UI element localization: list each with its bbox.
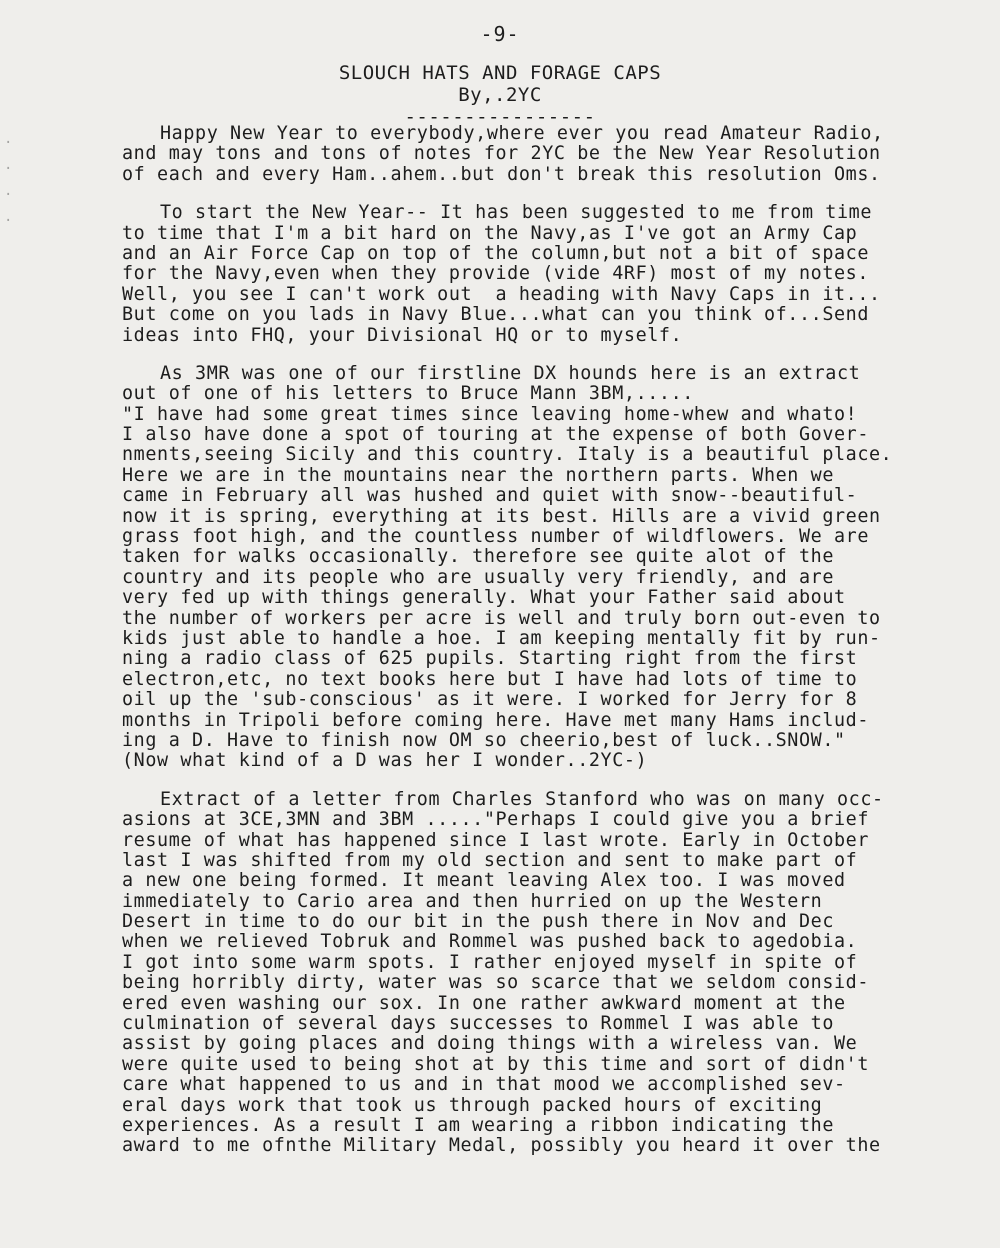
text-line: kids just able to handle a hoe. I am keeping mentally fit by run- [122, 627, 881, 649]
text-line: ideas into FHQ, your Divisional HQ or to myself. [122, 324, 683, 346]
article-byline: By,.2YC [458, 84, 542, 106]
paragraph [122, 124, 942, 185]
text-line: I got into some warm spots. I rather enjoyed myself in spite of [122, 951, 858, 973]
text-line: came in February all was hushed and quiet with snow--beautiful- [122, 485, 858, 507]
text-line: nments,seeing Sicily and this country. Italy is a beautiful place. [122, 444, 893, 466]
text-line: for the Navy,even when they provide (vide 4RF) most of my notes. [122, 263, 870, 285]
text-line: Desert in time to do our bit in the push there in Nov and Dec [122, 911, 834, 933]
text-line: grass foot high, and the countless number of wildflowers. We are [122, 526, 870, 548]
text-line: But come on you lads in Navy Blue...what can you think of...Send [122, 304, 870, 326]
text-line: electron,etc, no text books here but I have had lots of time to [122, 668, 858, 690]
text-line: To start the New Year-- It has been suggested to me from time [160, 202, 872, 224]
text-line: experiences. As a result I am wearing a ribbon indicating the [122, 1114, 834, 1136]
text-line: resume of what has happened since I last wrote. Early in October [122, 829, 870, 851]
text-line: last I was shifted from my old section and sent to make part of [122, 849, 858, 871]
article-body [122, 124, 942, 1175]
text-line: were quite used to being shot at by this time and sort of didn't [122, 1053, 870, 1075]
text-line: taken for walks occasionally. therefore see quite alot of the [122, 546, 834, 568]
article-header [0, 62, 1000, 128]
text-line: of each and every Ham..ahem..but don't break this resolution Oms. [122, 163, 881, 185]
text-line: Extract of a letter from Charles Stanford who was on many occ- [160, 788, 884, 810]
text-line: now it is spring, everything at its best. Hills are a vivid green [122, 505, 881, 527]
text-line: asions at 3CE,3MN and 3BM ....."Perhaps I could give you a brief [122, 809, 870, 831]
text-line: As 3MR was one of our firstline DX hounds here is an extract [160, 362, 861, 384]
article-title: SLOUCH HATS AND FORAGE CAPS [338, 62, 662, 84]
page-number: -9- [480, 22, 520, 46]
text-line: award to me ofnthe Military Medal, possibly you heard it over the [122, 1135, 881, 1157]
text-line: months in Tripoli before coming here. Have met many Hams includ- [122, 709, 870, 731]
text-line: ning a radio class of 625 pupils. Starting right from the first [122, 648, 858, 670]
text-line: out of one of his letters to Bruce Mann 3BM,..... [122, 383, 694, 405]
text-line: I also have done a spot of touring at the expense of both Gover- [122, 424, 870, 446]
text-line: to time that I'm a bit hard on the Navy,as I've got an Army Cap [122, 222, 858, 244]
text-line: immediately to Cario area and then hurried on up the Western [122, 890, 823, 912]
text-line: "I have had some great times since leaving home-whew and whato! [122, 403, 858, 425]
text-line: Well, you see I can't work out a heading with Navy Caps in it... [122, 283, 881, 305]
text-line: being horribly dirty, water was so scarce that we seldom consid- [122, 972, 870, 994]
text-line: very fed up with things generally. What your Father said about [122, 587, 846, 609]
text-line: ing a D. Have to finish now OM so cheerio,best of luck..SNOW." [122, 729, 846, 751]
paragraph [122, 364, 942, 772]
text-line: the number of workers per acre is well and truly born out-even to [122, 607, 881, 629]
text-line: ered even washing our sox. In one rather awkward moment at the [122, 992, 846, 1014]
text-line: care what happened to us and in that mood we accomplished sev- [122, 1074, 846, 1096]
text-line: and may tons and tons of notes for 2YC be the New Year Resolution [122, 143, 881, 165]
paragraph [122, 790, 942, 1157]
text-line: oil up the 'sub-conscious' as it were. I worked for Jerry for 8 [122, 689, 858, 711]
text-line: a new one being formed. It meant leaving Alex too. I was moved [122, 870, 846, 892]
paragraph [122, 203, 942, 346]
text-line: (Now what kind of a D was her I wonder..2YC-) [122, 750, 648, 772]
title-underline: ---------------- [404, 106, 596, 128]
text-line: and an Air Force Cap on top of the column,but not a bit of space [122, 242, 870, 264]
text-line: when we relieved Tobruk and Rommel was pushed back to agedobia. [122, 931, 858, 953]
text-line: culmination of several days successes to Rommel I was able to [122, 1013, 834, 1035]
text-line: assist by going places and doing things with a wireless van. We [122, 1033, 858, 1055]
margin-marks: · · · · [4, 135, 13, 229]
text-line: Here we are in the mountains near the northern parts. When we [122, 464, 834, 486]
text-line: eral days work that took us through packed hours of exciting [122, 1094, 823, 1116]
text-line: Happy New Year to everybody,where ever you read Amateur Radio, [160, 123, 884, 144]
text-line: country and its people who are usually very friendly, and are [122, 566, 834, 588]
